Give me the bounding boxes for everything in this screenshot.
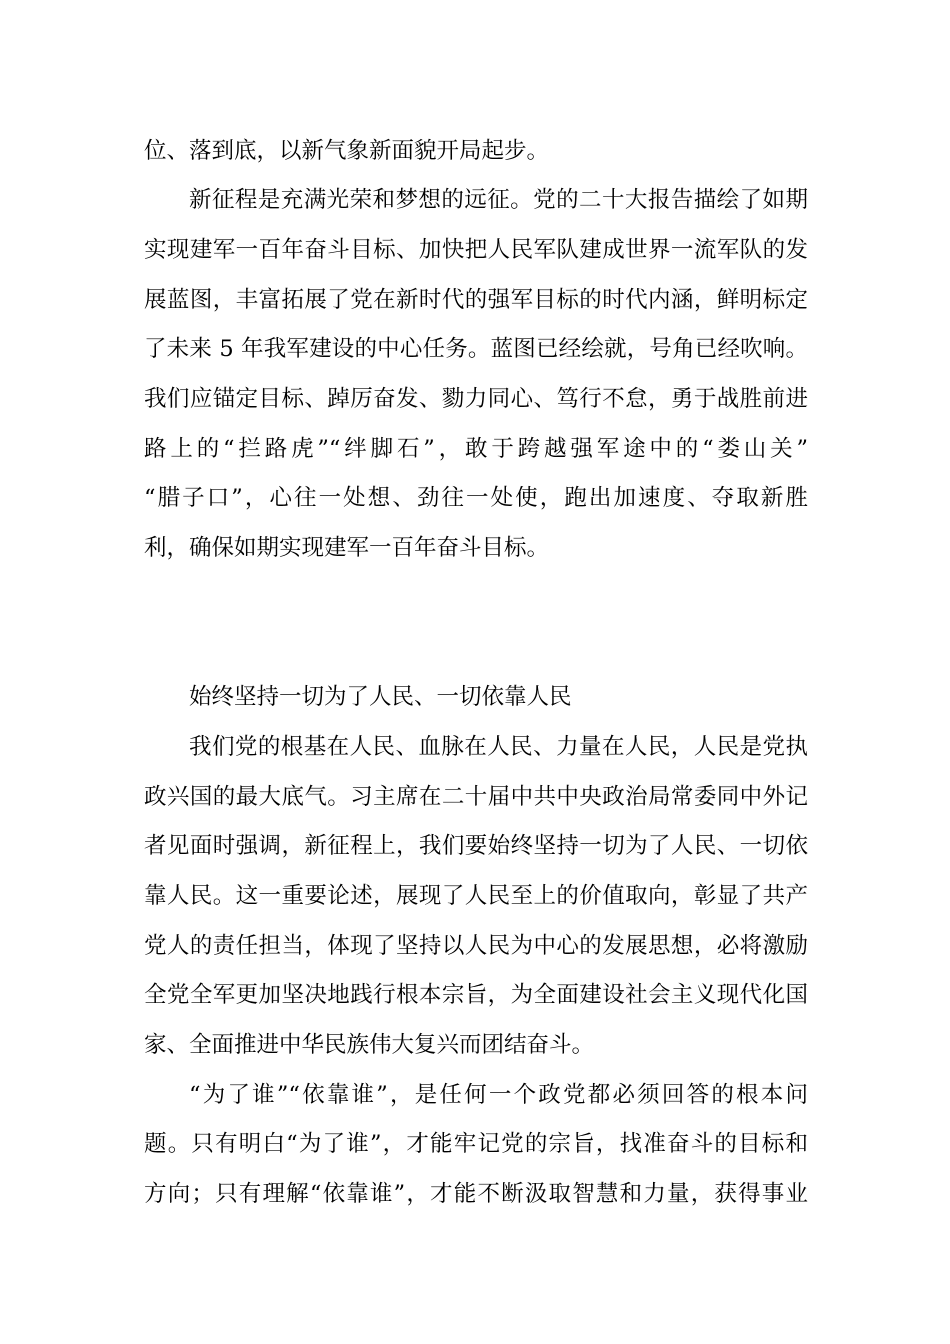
paragraph-3-line-5: 党人的责任担当，体现了坚持以人民为中心的发展思想，必将激励 — [144, 933, 808, 959]
paragraph-2-line-6: 路上的“拦路虎”“绊脚石”，敢于跨越强军途中的“娄山关” — [144, 436, 808, 462]
paragraph-3-line-6: 全党全军更加坚决地践行根本宗旨，为全面建设社会主义现代化国 — [144, 982, 808, 1008]
paragraph-3-line-1: 我们党的根基在人民、血脉在人民、力量在人民，人民是党执 — [189, 734, 808, 760]
paragraph-3-line-7: 家、全面推进中华民族伟大复兴而团结奋斗。 — [144, 1032, 595, 1058]
paragraph-3-line-3: 者见面时强调，新征程上，我们要始终坚持一切为了人民、一切依 — [144, 833, 808, 859]
paragraph-4-line-1: “为了谁”“依靠谁”，是任何一个政党都必须回答的根本问 — [189, 1082, 808, 1108]
paragraph-2-line-4: 了未来 5 年我军建设的中心任务。蓝图已经绘就，号角已经吹响。 — [144, 336, 808, 362]
paragraph-2-line-8: 利，确保如期实现建军一百年奋斗目标。 — [144, 535, 550, 561]
paragraph-2-line-3: 展蓝图，丰富拓展了党在新时代的强军目标的时代内涵，鲜明标定 — [144, 287, 808, 313]
paragraph-2-line-5: 我们应锚定目标、踔厉奋发、勠力同心、笃行不怠，勇于战胜前进 — [144, 386, 808, 412]
section-heading: 始终坚持一切为了人民、一切依靠人民 — [189, 684, 572, 710]
paragraph-2-line-2: 实现建军一百年奋斗目标、加快把人民军队建成世界一流军队的发 — [144, 237, 808, 263]
paragraph-3-line-4: 靠人民。这一重要论述，展现了人民至上的价值取向，彰显了共产 — [144, 883, 808, 909]
paragraph-4-line-3: 方向；只有理解“依靠谁”，才能不断汲取智慧和力量，获得事业 — [144, 1181, 808, 1207]
paragraph-2-line-7: “腊子口”，心往一处想、劲往一处使，跑出加速度、夺取新胜 — [144, 485, 808, 511]
paragraph-3-line-2: 政兴国的最大底气。习主席在二十届中共中央政治局常委同中外记 — [144, 784, 808, 810]
paragraph-2-line-1: 新征程是充满光荣和梦想的远征。党的二十大报告描绘了如期 — [189, 187, 808, 213]
paragraph-1-line-1: 位、落到底，以新气象新面貌开局起步。 — [144, 138, 550, 164]
paragraph-4-line-2: 题。只有明白“为了谁”，才能牢记党的宗旨，找准奋斗的目标和 — [144, 1131, 808, 1157]
